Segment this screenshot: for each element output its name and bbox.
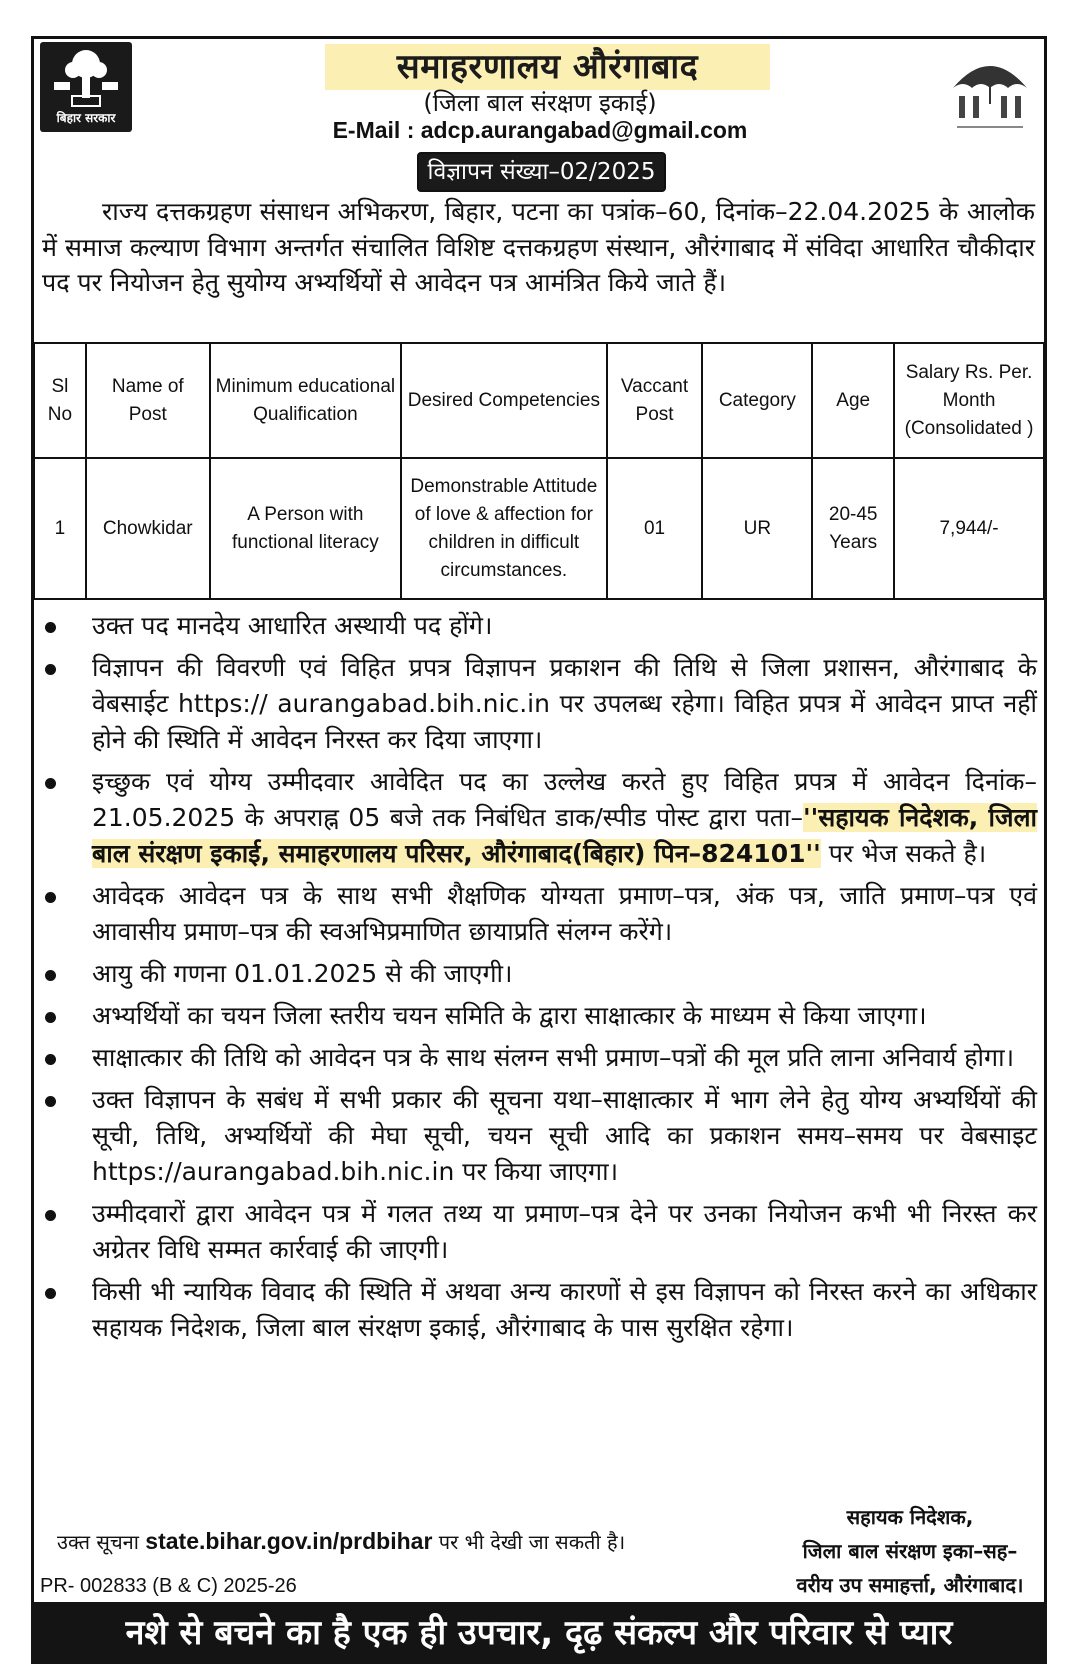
terms-list (42, 608, 1037, 1346)
table-cell: A Person with functional literacy (210, 458, 401, 599)
table-cell: 1 (34, 458, 86, 599)
signature-line: वरीय उप समाहर्त्ता, औरंगाबाद। (796, 1573, 1024, 1597)
list-item: अभ्यर्थियों का चयन जिला स्तरीय चयन समिति के द्वारा साक्षात्कार के माध्यम से किया जाएगा। (42, 998, 1037, 1034)
table-header-cell: Desired Competencies (401, 343, 607, 458)
footnote (57, 1528, 625, 1555)
list-item: विज्ञापन की विवरणी एवं विहित प्रपत्र विज्ञापन प्रकाशन की तिथि से जिला प्रशासन, औरंगाबाद के वेबसाईट https:// aurangabad.bih.nic.in पर उपलब्ध रहेगा। विहित प्रपत्र में आवेदन प्राप्त नहीं होने की स्थिति में आवेदन निरस्त कर दिया जाएगा। (42, 650, 1037, 758)
pr-code: PR- 002833 (B & C) 2025-26 (40, 1575, 297, 1597)
table-header-row (34, 343, 1044, 458)
table-header-cell: Minimum educational Qualification (210, 343, 401, 458)
vacancy-table (33, 342, 1045, 600)
table-header-cell: Salary Rs. Per. Month (Consolidated ) (894, 343, 1044, 458)
table-header-cell: Name of Post (86, 343, 210, 458)
table-cell: UR (702, 458, 812, 599)
page-subtitle: (जिला बाल संरक्षण इकाई) (423, 89, 657, 117)
table-row (34, 458, 1044, 599)
advertisement-number-badge: विज्ञापन संख्या–02/2025 (417, 152, 666, 192)
contact-email: E-Mail : adcp.aurangabad@gmail.com (332, 117, 748, 143)
application-instructions: इच्छुक एवं योग्य उम्मीदवार आवेदित पद का उल्लेख करते हुए विहित प्रपत्र में आवेदन दिनांक–21.05.2025 के अपराह्न 05 बजे तक निबंधित डाक/स्पीड पोस्ट द्वारा पता– (92, 767, 1037, 832)
table-cell: 01 (607, 458, 703, 599)
table-header-cell: Vaccant Post (607, 343, 703, 458)
list-item: किसी भी न्यायिक विवाद की स्थिति में अथवा अन्य कारणों से इस विज्ञापन को निरस्त करने का अधिकार सहायक निदेशक, जिला बाल संरक्षण इकाई, औरंगाबाद के पास सुरक्षित रहेगा। (42, 1274, 1037, 1346)
signature-line: सहायक निदेशक, (846, 1505, 974, 1529)
list-item: उम्मीदवारों द्वारा आवेदन पत्र में गलत तथ्य या प्रमाण–पत्र देने पर उनका नियोजन कभी भी निरस्त कर अग्रेतर विधि सम्मत कार्रवाई की जाएगी। (42, 1196, 1037, 1268)
table-header-cell: Category (702, 343, 812, 458)
footnote-link[interactable]: state.bihar.gov.in/prdbihar (145, 1528, 433, 1554)
page-title: समाहरणालय औरंगाबाद (396, 47, 699, 87)
list-item: साक्षात्कार की तिथि को आवेदन पत्र के साथ संलग्न सभी प्रमाण–पत्रों की मूल प्रति लाना अनिवार्य होगा। (42, 1040, 1037, 1076)
list-item: उक्त पद मानदेय आधारित अस्थायी पद होंगे। (42, 608, 1037, 644)
table-header-cell: Age (812, 343, 894, 458)
signature-line: जिला बाल संरक्षण इका–सह– (802, 1539, 1018, 1563)
signature-block (775, 1500, 1045, 1602)
table-cell: Demonstrable Attitude of love & affection for children in difficult circumstances. (401, 458, 607, 599)
slogan-banner: नशे से बचने का है एक ही उपचार, दृढ़ संकल्प और परिवार से प्यार (31, 1602, 1047, 1664)
list-item: आयु की गणना 01.01.2025 से की जाएगी। (42, 956, 1037, 992)
table-cell: 20-45 Years (812, 458, 894, 599)
list-item: आवेदक आवेदन पत्र के साथ सभी शैक्षणिक योग्यता प्रमाण–पत्र, अंक पत्र, जाति प्रमाण–पत्र एवं आवासीय प्रमाण–पत्र की स्वअभिप्रमाणित छायाप्रति संलग्न करेंगे। (42, 878, 1037, 950)
table-cell: Chowkidar (86, 458, 210, 599)
title-highlight (325, 44, 770, 90)
intro-text: राज्य दत्तकग्रहण संसाधन अभिकरण, बिहार, पटना का पत्रांक–60, दिनांक–22.04.2025 के आलोक में समाज कल्याण विभाग अन्तर्गत संचालित विशिष्ट दत्तकग्रहण संस्थान, औरंगाबाद में संविदा आधारित चौकीदार पद पर नियोजन हेतु सुयोग्य अभ्यर्थियों से आवेदन पत्र आमंत्रित किये जाते हैं। (42, 197, 1035, 297)
list-item: उक्त विज्ञापन के सबंध में सभी प्रकार की सूचना यथा–साक्षात्कार में भाग लेने हेतु योग्य अभ्यर्थियों की सूची, तिथि, अभ्यर्थियों की मेघा सूची, चयन सूची आदि का प्रकाशन समय–समय पर वेबसाइट https://aurangabad.bih.nic.in पर किया जाएगा। (42, 1082, 1037, 1190)
postal-address: ''सहायक निदेशक, जिला बाल संरक्षण इकाई, समाहरणालय परिसर, औरंगाबाद(बिहार) पिन–824101'' (92, 803, 1037, 868)
footnote-prefix: उक्त सूचना (57, 1530, 139, 1554)
table-header-cell: Sl No (34, 343, 86, 458)
application-instructions-end: पर भेज सकते है। (820, 839, 987, 868)
intro-paragraph (42, 194, 1035, 301)
list-item (42, 764, 1037, 872)
table-cell: 7,944/- (894, 458, 1044, 599)
footnote-suffix: पर भी देखी जा सकती है। (438, 1530, 626, 1554)
bihar-government-caption: बिहार सरकार (56, 111, 116, 125)
